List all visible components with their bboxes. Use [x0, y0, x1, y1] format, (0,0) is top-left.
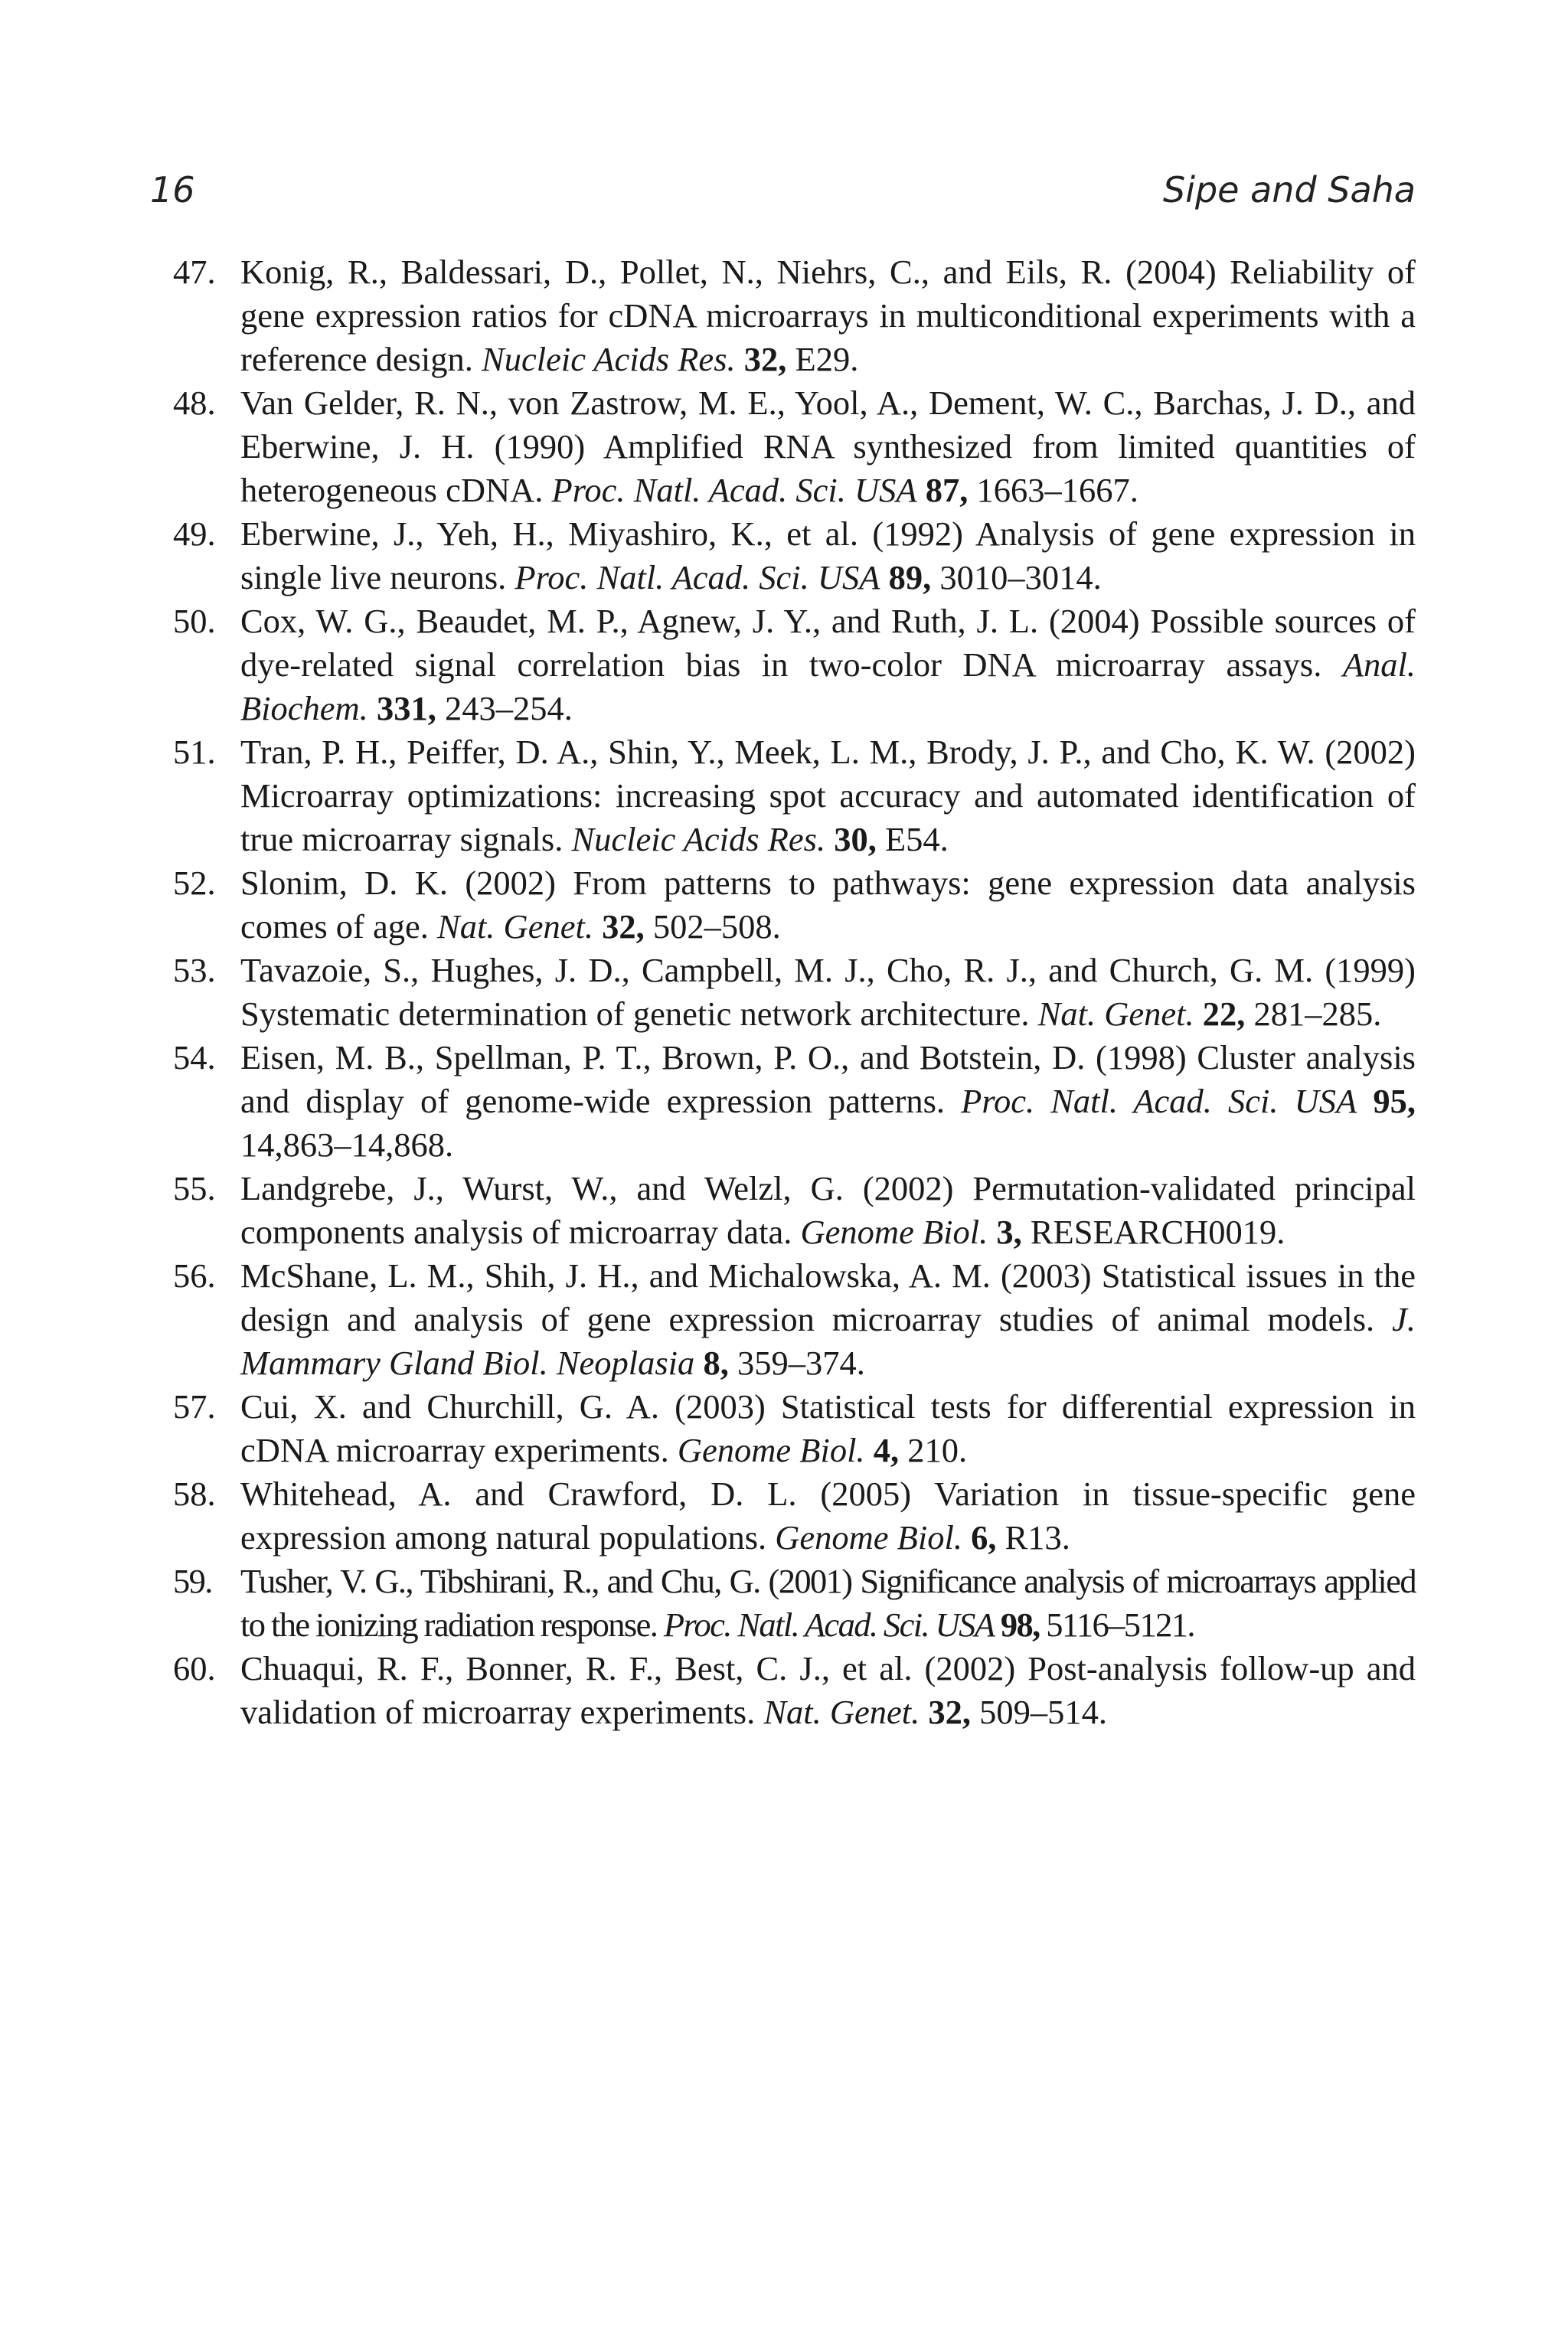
reference-text: 509–514.	[971, 1693, 1108, 1731]
reference-text: Eisen, M. B., Spellman, P. T., Brown, P. O., and Botstein, D. (1998) Cluster analysis and display of genome-wide expression patterns.	[240, 1038, 1416, 1120]
volume-number: 87,	[925, 471, 969, 509]
volume-number: 6,	[971, 1518, 997, 1557]
reference-text	[865, 1431, 874, 1469]
reference-text: E54.	[876, 820, 949, 858]
reference-number: 52.	[173, 864, 216, 902]
reference-text: R13.	[996, 1518, 1070, 1557]
reference-text: Tavazoie, S., Hughes, J. D., Campbell, M. J., Cho, R. J., and Church, G. M. (1999) Systematic determination of genetic network architecture.	[240, 951, 1416, 1033]
journal-name: Proc. Natl. Acad. Sci. USA	[514, 558, 880, 596]
reference-text	[825, 820, 834, 858]
reference-text	[1357, 1082, 1373, 1120]
reference-text	[694, 1344, 703, 1382]
reference-text: 5116–5121.	[1039, 1606, 1194, 1644]
reference-text: Cui, X. and Churchill, G. A. (2003) Statistical tests for differential expression in cDNA microarray experiments.	[240, 1387, 1416, 1469]
journal-name: Proc. Natl. Acad. Sci. USA	[663, 1606, 995, 1644]
journal-name: Genome Biol.	[677, 1431, 865, 1469]
page	[150, 157, 1416, 1734]
reference-number: 60.	[173, 1649, 216, 1687]
volume-number: 8,	[703, 1344, 729, 1382]
volume-number: 30,	[834, 820, 877, 858]
reference-item	[150, 381, 1416, 512]
journal-name: Genome Biol.	[800, 1213, 988, 1251]
reference-item	[150, 1560, 1416, 1647]
reference-text	[880, 558, 889, 596]
journal-name: Proc. Natl. Acad. Sci. USA	[961, 1082, 1357, 1120]
reference-number: 56.	[173, 1256, 216, 1295]
reference-item	[150, 1647, 1416, 1734]
reference-item	[150, 250, 1416, 381]
journal-name: Genome Biol.	[775, 1518, 962, 1557]
volume-number: 98,	[1000, 1606, 1040, 1644]
reference-text	[917, 471, 926, 509]
journal-name: Nat. Genet.	[763, 1693, 920, 1731]
reference-number: 59.	[173, 1562, 212, 1600]
reference-number: 54.	[173, 1038, 216, 1076]
reference-number: 57.	[173, 1387, 216, 1426]
reference-item	[150, 861, 1416, 949]
page-number: 16	[150, 169, 195, 211]
reference-list	[150, 250, 1416, 1734]
reference-text: 210.	[899, 1431, 968, 1469]
reference-text: Van Gelder, R. N., von Zastrow, M. E., Yool, A., Dement, W. C., Barchas, J. D., and Eberwine, J. H. (1990) Amplified RNA synthesized from limited quantities of heterogeneous cDNA.	[240, 384, 1416, 509]
reference-number: 47.	[173, 253, 216, 291]
reference-text: E29.	[786, 340, 859, 378]
reference-number: 55.	[173, 1169, 216, 1207]
reference-number: 48.	[173, 384, 216, 422]
reference-number: 53.	[173, 951, 216, 989]
volume-number: 331,	[376, 689, 436, 727]
reference-item	[150, 730, 1416, 861]
reference-text: 281–285.	[1245, 995, 1382, 1033]
reference-text: McShane, L. M., Shih, J. H., and Michalowska, A. M. (2003) Statistical issues in the design and analysis of gene expression microarray studies of animal models.	[240, 1256, 1416, 1338]
volume-number: 32,	[743, 340, 787, 378]
reference-text: Tran, P. H., Peiffer, D. A., Shin, Y., Meek, L. M., Brody, J. P., and Cho, K. W. (2002) Microarray optimizations: increasing spot accuracy and automated identification of true microarray signals.	[240, 733, 1416, 858]
reference-text	[994, 1606, 1001, 1644]
reference-text	[736, 340, 744, 378]
reference-text	[593, 907, 602, 946]
reference-text	[920, 1693, 928, 1731]
reference-text: Slonim, D. K. (2002) From patterns to pathways: gene expression data analysis comes of age.	[240, 864, 1416, 946]
reference-text	[962, 1518, 971, 1557]
running-title: Sipe and Saha	[1163, 169, 1416, 211]
reference-text: 3010–3014.	[931, 558, 1102, 596]
reference-item	[150, 1254, 1416, 1385]
volume-number: 95,	[1373, 1082, 1416, 1120]
volume-number: 22,	[1202, 995, 1246, 1033]
reference-text: Tusher, V. G., Tibshirani, R., and Chu, G. (2001) Significance analysis of microarrays applied to the ionizing radiation response.	[240, 1562, 1416, 1644]
reference-text: Cox, W. G., Beaudet, M. P., Agnew, J. Y., and Ruth, J. L. (2004) Possible sources of dye-related signal correlation bias in two-color DNA microarray assays.	[240, 602, 1416, 684]
reference-item	[150, 1385, 1416, 1472]
reference-item	[150, 512, 1416, 599]
reference-text	[1194, 995, 1203, 1033]
journal-name: Nucleic Acids Res.	[571, 820, 826, 858]
reference-number: 50.	[173, 602, 216, 640]
journal-name: Proc. Natl. Acad. Sci. USA	[551, 471, 917, 509]
reference-item	[150, 1472, 1416, 1560]
journal-name: Nat. Genet.	[1037, 995, 1194, 1033]
reference-item	[150, 1036, 1416, 1167]
reference-item	[150, 1167, 1416, 1254]
reference-number: 58.	[173, 1475, 216, 1513]
journal-name: Anal. Biochem.	[240, 645, 1416, 727]
reference-text	[368, 689, 377, 727]
volume-number: 32,	[928, 1693, 972, 1731]
volume-number: 3,	[996, 1213, 1022, 1251]
reference-number: 49.	[173, 514, 216, 553]
reference-item	[150, 949, 1416, 1036]
reference-text: 359–374.	[728, 1344, 865, 1382]
reference-text: 14,863–14,868.	[240, 1125, 454, 1164]
reference-text: Whitehead, A. and Crawford, D. L. (2005) Variation in tissue-specific gene expression among natural populations.	[240, 1475, 1416, 1557]
reference-text: 1663–1667.	[968, 471, 1138, 509]
reference-text	[988, 1213, 996, 1251]
reference-number: 51.	[173, 733, 216, 771]
reference-text: Landgrebe, J., Wurst, W., and Welzl, G. (2002) Permutation-validated principal components analysis of microarray data.	[240, 1169, 1416, 1251]
reference-text: Konig, R., Baldessari, D., Pollet, N., Niehrs, C., and Eils, R. (2004) Reliability of gene expression ratios for cDNA microarrays in multiconditional experiments with a reference design.	[240, 253, 1416, 378]
reference-text: 243–254.	[436, 689, 573, 727]
running-head	[150, 157, 1416, 211]
volume-number: 32,	[602, 907, 645, 946]
volume-number: 4,	[873, 1431, 900, 1469]
journal-name: Nucleic Acids Res.	[482, 340, 736, 378]
reference-item	[150, 599, 1416, 730]
volume-number: 89,	[888, 558, 932, 596]
reference-text: Chuaqui, R. F., Bonner, R. F., Best, C. J., et al. (2002) Post-analysis follow-up and validation of microarray experiments.	[240, 1649, 1416, 1731]
journal-name: Nat. Genet.	[437, 907, 593, 946]
reference-text: Eberwine, J., Yeh, H., Miyashiro, K., et al. (1992) Analysis of gene expression in single live neurons.	[240, 514, 1416, 596]
reference-text: RESEARCH0019.	[1021, 1213, 1285, 1251]
journal-name: J. Mammary Gland Biol. Neoplasia	[240, 1300, 1416, 1382]
reference-text: 502–508.	[644, 907, 781, 946]
